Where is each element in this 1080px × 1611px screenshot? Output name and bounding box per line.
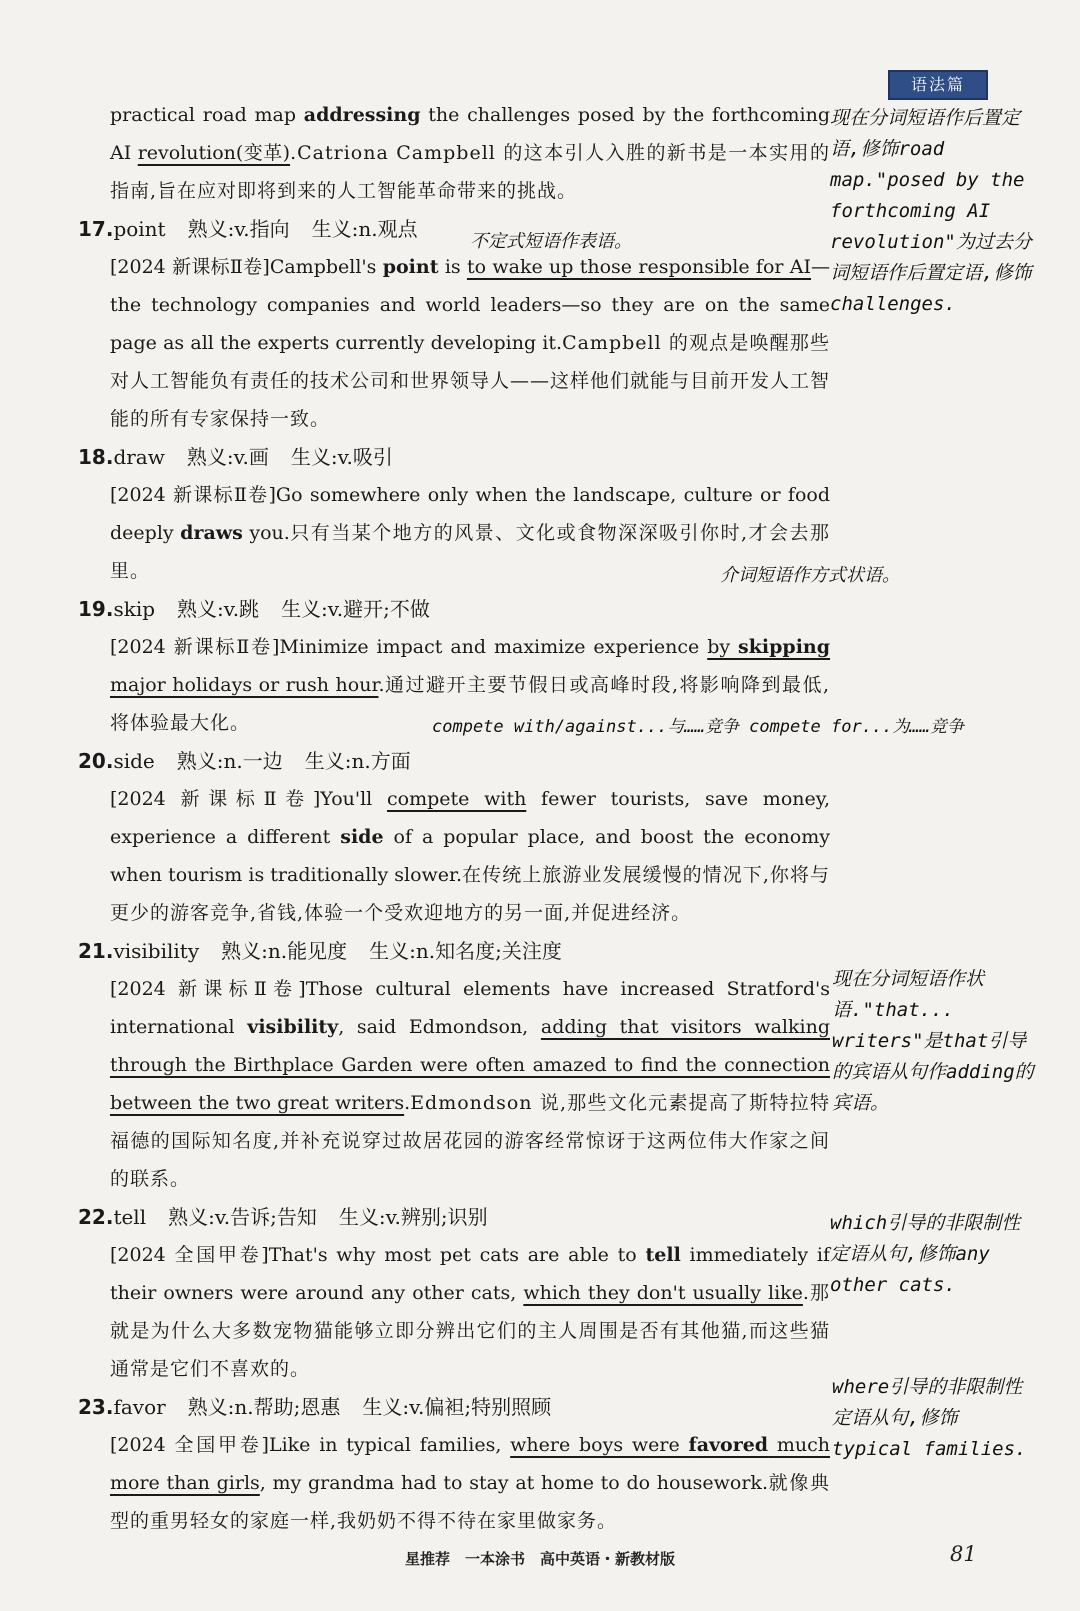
source-tag: [2024 新课标Ⅱ卷] (110, 484, 276, 506)
entry-number: 18. (78, 445, 114, 469)
handwritten-note-23: where引导的非限制性定语从句,修饰typical families. (832, 1376, 1027, 1460)
keyword: visibility (247, 1016, 339, 1038)
underlined-phrase: by skipping major holidays or rush hour (110, 636, 831, 696)
handwritten-note-20: compete with/against...与……竞争 compete for...为……竞争 (432, 717, 964, 737)
entry-word: side (113, 749, 155, 773)
new-meaning: 生义:v.避开;不做 (281, 597, 430, 621)
underlined-phrase: where boys were favored much more than girls (110, 1434, 831, 1494)
example-22 (78, 1236, 830, 1388)
entry-number: 17. (78, 217, 114, 241)
entry-word: favor (113, 1395, 166, 1419)
entry-heading-23 (78, 1388, 830, 1426)
entry-number: 22. (78, 1205, 114, 1229)
text: That's why most pet cats are able to (268, 1244, 646, 1266)
new-meaning: 生义:n.知名度;关注度 (369, 939, 562, 963)
familiar-meaning: 熟义:v.告诉;告知 (168, 1205, 317, 1229)
source-tag: [2024 全国甲卷] (110, 1244, 269, 1266)
familiar-meaning: 熟义:v.指向 (187, 217, 290, 241)
text: is (438, 256, 467, 278)
text: You'll (320, 788, 387, 810)
text: . (802, 1282, 809, 1304)
keyword: point (382, 256, 439, 278)
keyword: draws (180, 522, 243, 544)
handwritten-note-22: which引导的非限制性定语从句,修饰any other cats. (830, 1212, 1021, 1296)
text: Go somewhere only when the landscape, culture or food deeply (110, 484, 830, 544)
new-meaning: 生义:n.观点 (311, 217, 418, 241)
translation: 南,旨在应对即将到来的人工智能革命带来的挑战。 (130, 180, 578, 202)
keyword: side (340, 826, 384, 848)
familiar-meaning: 熟义:n.一边 (176, 749, 283, 773)
text: Campbell's (269, 256, 383, 278)
entry-word: draw (113, 445, 165, 469)
familiar-meaning: 熟义:v.画 (186, 445, 269, 469)
entry-number: 19. (78, 597, 114, 621)
text: the challenges posed by the forthcoming AI (110, 104, 830, 164)
text: . (404, 1092, 411, 1114)
underlined-phrase: which they don't usually like (523, 1282, 803, 1304)
entry-word: point (113, 217, 166, 241)
main-content (78, 96, 830, 1540)
familiar-meaning: 熟义:n.能见度 (221, 939, 348, 963)
entry-number: 23. (78, 1395, 114, 1419)
text: you. (242, 522, 290, 544)
entry-word: tell (113, 1205, 147, 1229)
underlined-phrase: revolution(变革) (137, 142, 291, 164)
entry-heading-21 (78, 932, 830, 970)
keyword: tell (645, 1244, 681, 1266)
entry-word: skip (113, 597, 156, 621)
text: of a popular place, and boost the economy when tourism is traditionally slower. (110, 826, 830, 886)
entry-heading-17 (78, 210, 830, 248)
entry-word: visibility (113, 939, 200, 963)
translation: 那就是为什么大多数宠物猫能够立即分辨出它们的主人周围是否有其他猫,而这些猫通常是它们不喜欢的。 (110, 1282, 830, 1380)
translation: Edmondson 说,那些文化元素提高了斯特拉特福德的国际知名度,并补充说穿过故居花园的游客经常惊讶于这两位伟大作家之间的联系。 (110, 1092, 830, 1190)
familiar-meaning: 熟义:n.帮助;恩惠 (187, 1395, 341, 1419)
underlined-phrase: to wake up those responsible for AI (466, 256, 812, 278)
text: , my grandma had to stay at home to do housework. (259, 1472, 768, 1494)
entry-heading-20 (78, 742, 830, 780)
translation: 只有当某个地方的风景、文化或食物深深吸引你时,才会去那里。 (110, 522, 830, 582)
text: —the technology companies and world leaders—so they are on the same page as all the experts currently developing it. (110, 256, 831, 354)
translation: 在传统上旅游业发展缓慢的情况下,你将与更少的游客竞争,省钱,体验一个受欢迎地方的另一面,并促进经济。 (110, 864, 830, 924)
new-meaning: 生义:v.偏袒;特别照顾 (362, 1395, 552, 1419)
handwritten-note-17: 不定式短语作表语。 (470, 231, 632, 252)
handwritten-note-19: 介词短语作方式状语。 (720, 565, 900, 586)
familiar-meaning: 熟义:v.跳 (177, 597, 260, 621)
new-meaning: 生义:n.方面 (304, 749, 411, 773)
underlined-phrase: compete with (386, 788, 527, 810)
page-number: 81 (950, 1542, 977, 1566)
example-17 (78, 248, 830, 438)
translation: .Catriona Campbell 的这本引人入胜的新书是一本实用的指 (110, 142, 830, 202)
continued-example (78, 96, 830, 210)
text: Like in typical families, (268, 1434, 511, 1456)
footer-book-title: 星推荐 一本涂书 高中英语・新教材版 (404, 1550, 675, 1568)
source-tag: [2024 新课标Ⅱ卷] (110, 978, 306, 1000)
underlined-phrase: adding that visitors walking through the Birthplace Garden were often amazed to find the connection between the two great writers (110, 1016, 830, 1114)
entry-number: 21. (78, 939, 114, 963)
source-tag: [2024 全国甲卷] (110, 1434, 269, 1456)
translation: 就像典型的重男轻女的家庭一样,我奶奶不得不待在家里做家务。 (110, 1472, 830, 1532)
handwritten-note-21: 现在分词短语作状语."that... writers"是that引导的宾语从句作adding的宾语。 (832, 968, 1034, 1114)
text: fewer tourists, save money, experience a different (110, 788, 830, 848)
text: Those cultural elements have increased Stratford's international (110, 978, 831, 1038)
new-meaning: 生义:v.吸引 (290, 445, 393, 469)
example-21 (78, 970, 830, 1198)
source-tag: [2024 新课标Ⅱ卷] (110, 788, 321, 810)
example-18 (78, 476, 830, 590)
example-23 (78, 1426, 830, 1540)
new-meaning: 生义:v.辨别;识别 (338, 1205, 488, 1229)
source-tag: [2024 新课标Ⅱ卷] (110, 636, 280, 658)
entry-heading-18 (78, 438, 830, 476)
source-tag: [2024 新课标Ⅱ卷] (110, 256, 270, 278)
example-20 (78, 780, 830, 932)
text: immediately if their owners were around any other cats, (110, 1244, 830, 1304)
translation: Campbell 的观点是唤醒那些对人工智能负有责任的技术公司和世界领导人——这样他们就能与目前开发人工智能的所有专家保持一致。 (110, 332, 831, 430)
section-badge: 语法篇 (888, 70, 988, 100)
entry-number: 20. (78, 749, 114, 773)
translation: 通过避开主要节假日或高峰时段,将影响降到最低,将体验最大化。 (110, 674, 830, 734)
entry-heading-22 (78, 1198, 830, 1236)
text: practical road map (110, 104, 304, 126)
text: . (378, 674, 385, 696)
keyword: addressing (303, 104, 421, 126)
text: Minimize impact and maximize experience (279, 636, 708, 658)
handwritten-note-1: 现在分词短语作后置定语,修饰road map."posed by the forthcoming AI revolution"为过去分词短语作后置定语,修饰challenges. (830, 107, 1032, 315)
entry-heading-19 (78, 590, 830, 628)
text: , said Edmondson, (338, 1016, 541, 1038)
